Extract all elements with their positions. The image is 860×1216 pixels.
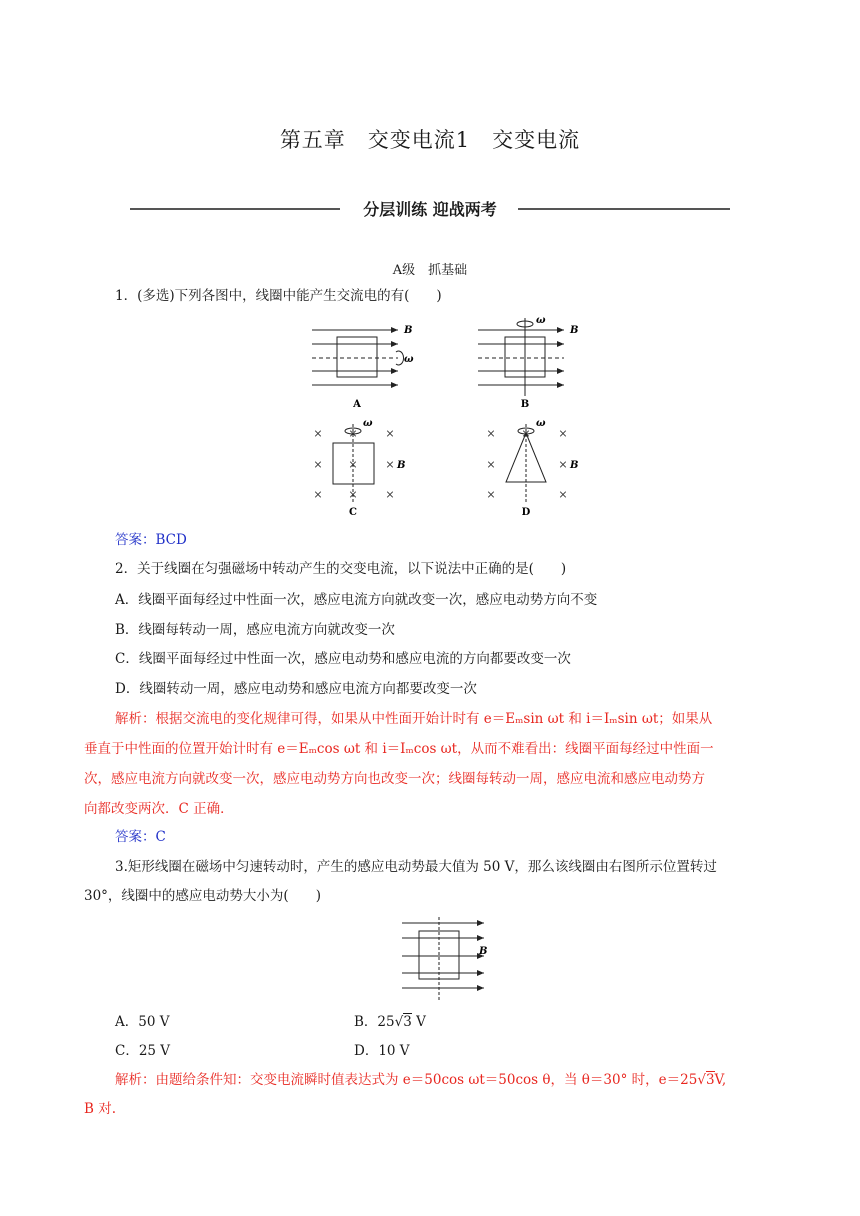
page-title: 第五章 交变电流1 交变电流 <box>279 128 581 152</box>
cross-mark: × <box>385 458 395 471</box>
answer-label: 答案： <box>115 829 156 845</box>
q3-analysis-line-1 <box>115 1070 726 1090</box>
figure-c <box>313 418 405 518</box>
q2-analysis-line-4: 向都改变两次．C 正确． <box>84 801 234 817</box>
cross-mark: × <box>558 488 568 501</box>
cross-mark: × <box>313 488 323 501</box>
analysis-label: 解析： <box>115 711 156 727</box>
analysis-text: 由题给条件知：交变电流瞬时值表达式为 e＝50cos ωt＝50cos θ，当 θ＝30° 时，e＝25 <box>155 1072 698 1088</box>
cross-mark: × <box>348 427 358 440</box>
figure-d <box>486 418 578 518</box>
sqrt-symbol: √ <box>394 1014 404 1030</box>
q3-field-label: B <box>479 946 488 957</box>
q3-option-b <box>354 1012 426 1032</box>
answer-value: BCD <box>155 532 187 548</box>
fig-a-field-label: B <box>404 325 413 336</box>
q3-analysis-line-2: B 对. <box>84 1101 117 1117</box>
option-b-suffix: V <box>411 1014 426 1030</box>
fig-c-field-label: B <box>397 460 406 471</box>
fig-b-omega-label: ω <box>536 315 546 326</box>
option-b-prefix: B．25 <box>354 1014 395 1030</box>
q1-answer <box>115 530 187 550</box>
cross-mark: × <box>385 427 395 440</box>
answer-value: C <box>155 829 166 845</box>
q3-option-c: C．25 V <box>115 1043 171 1059</box>
q2-option-b: B．线圈每转动一周，感应电流方向就改变一次 <box>115 622 395 638</box>
banner-text: 分层训练 迎战两考 <box>363 200 497 219</box>
q2-analysis-line-2: 垂直于中性面的位置开始计时有 e＝Eₘcos ωt 和 i＝Iₘcos ωt，从而不难看出：线圈平面每经过中性面一 <box>84 741 714 757</box>
cross-mark: × <box>521 427 531 440</box>
figure-b <box>478 315 578 410</box>
cross-mark: × <box>313 458 323 471</box>
figure-a <box>312 325 414 410</box>
cross-mark: × <box>558 458 568 471</box>
fig-a-caption: A <box>353 399 361 410</box>
cross-mark: × <box>348 458 358 471</box>
cross-mark: × <box>486 427 496 440</box>
analysis-text: 根据交流电的变化规律可得，如果从中性面开始计时有 e＝Eₘsin ωt 和 i＝Iₘsin ωt；如果从 <box>155 711 713 727</box>
fig-a-omega-label: ω <box>404 354 414 365</box>
banner-rule-right <box>518 208 730 210</box>
cross-mark: × <box>486 458 496 471</box>
answer-label: 答案： <box>115 532 156 548</box>
fig-d-field-label: B <box>570 460 579 471</box>
analysis-suffix: V, <box>714 1072 727 1088</box>
fig-b-caption: B <box>520 399 530 410</box>
q3-stem-line-1: 3.矩形线圈在磁场中匀速转动时，产生的感应电动势最大值为 50 V，那么该线圈由右图所示位置转过 <box>115 859 717 875</box>
cross-mark: × <box>313 427 323 440</box>
fig-b-field-label: B <box>570 325 579 336</box>
q2-option-d: D．线圈转动一周，感应电动势和感应电流方向都要改变一次 <box>115 681 477 697</box>
sqrt-radicand: 3 <box>705 1072 715 1088</box>
sqrt-symbol: √ <box>697 1072 706 1088</box>
fig-d-omega-label: ω <box>536 418 546 429</box>
q1-figure <box>300 312 600 527</box>
q3-option-a: A．50 V <box>115 1014 170 1030</box>
q1-stem: 1．(多选)下列各图中，线圈中能产生交流电的有( ) <box>115 288 442 304</box>
cross-mark: × <box>385 488 395 501</box>
q2-option-c: C．线圈平面每经过中性面一次，感应电动势和感应电流的方向都要改变一次 <box>115 651 571 667</box>
q2-analysis-line-3: 次，感应电流方向就改变一次，感应电动势方向也改变一次；线圈每转动一周，感应电流和感应电动势方 <box>84 771 705 787</box>
q2-stem: 2．关于线圈在匀强磁场中转动产生的交变电流，以下说法中正确的是( ) <box>115 561 567 577</box>
sqrt-radicand: 3 <box>403 1014 412 1030</box>
q2-option-a: A．线圈平面每经过中性面一次，感应电流方向就改变一次，感应电动势方向不变 <box>115 592 598 608</box>
cross-mark: × <box>558 427 568 440</box>
cross-mark: × <box>348 488 358 501</box>
analysis-label: 解析： <box>115 1072 156 1088</box>
cross-mark: × <box>486 488 496 501</box>
fig-c-caption: C <box>349 507 357 518</box>
fig-d-caption: D <box>521 507 531 518</box>
q3-figure <box>396 914 502 1004</box>
q3-option-d: D．10 V <box>354 1043 410 1059</box>
fig-c-omega-label: ω <box>363 418 373 429</box>
q3-stem-line-2: 30°，线圈中的感应电动势大小为( ) <box>84 888 321 904</box>
q2-analysis-line-1 <box>115 709 712 729</box>
section-banner <box>130 196 730 222</box>
q2-answer <box>115 827 166 847</box>
level-heading: A级 抓基础 <box>392 263 468 278</box>
